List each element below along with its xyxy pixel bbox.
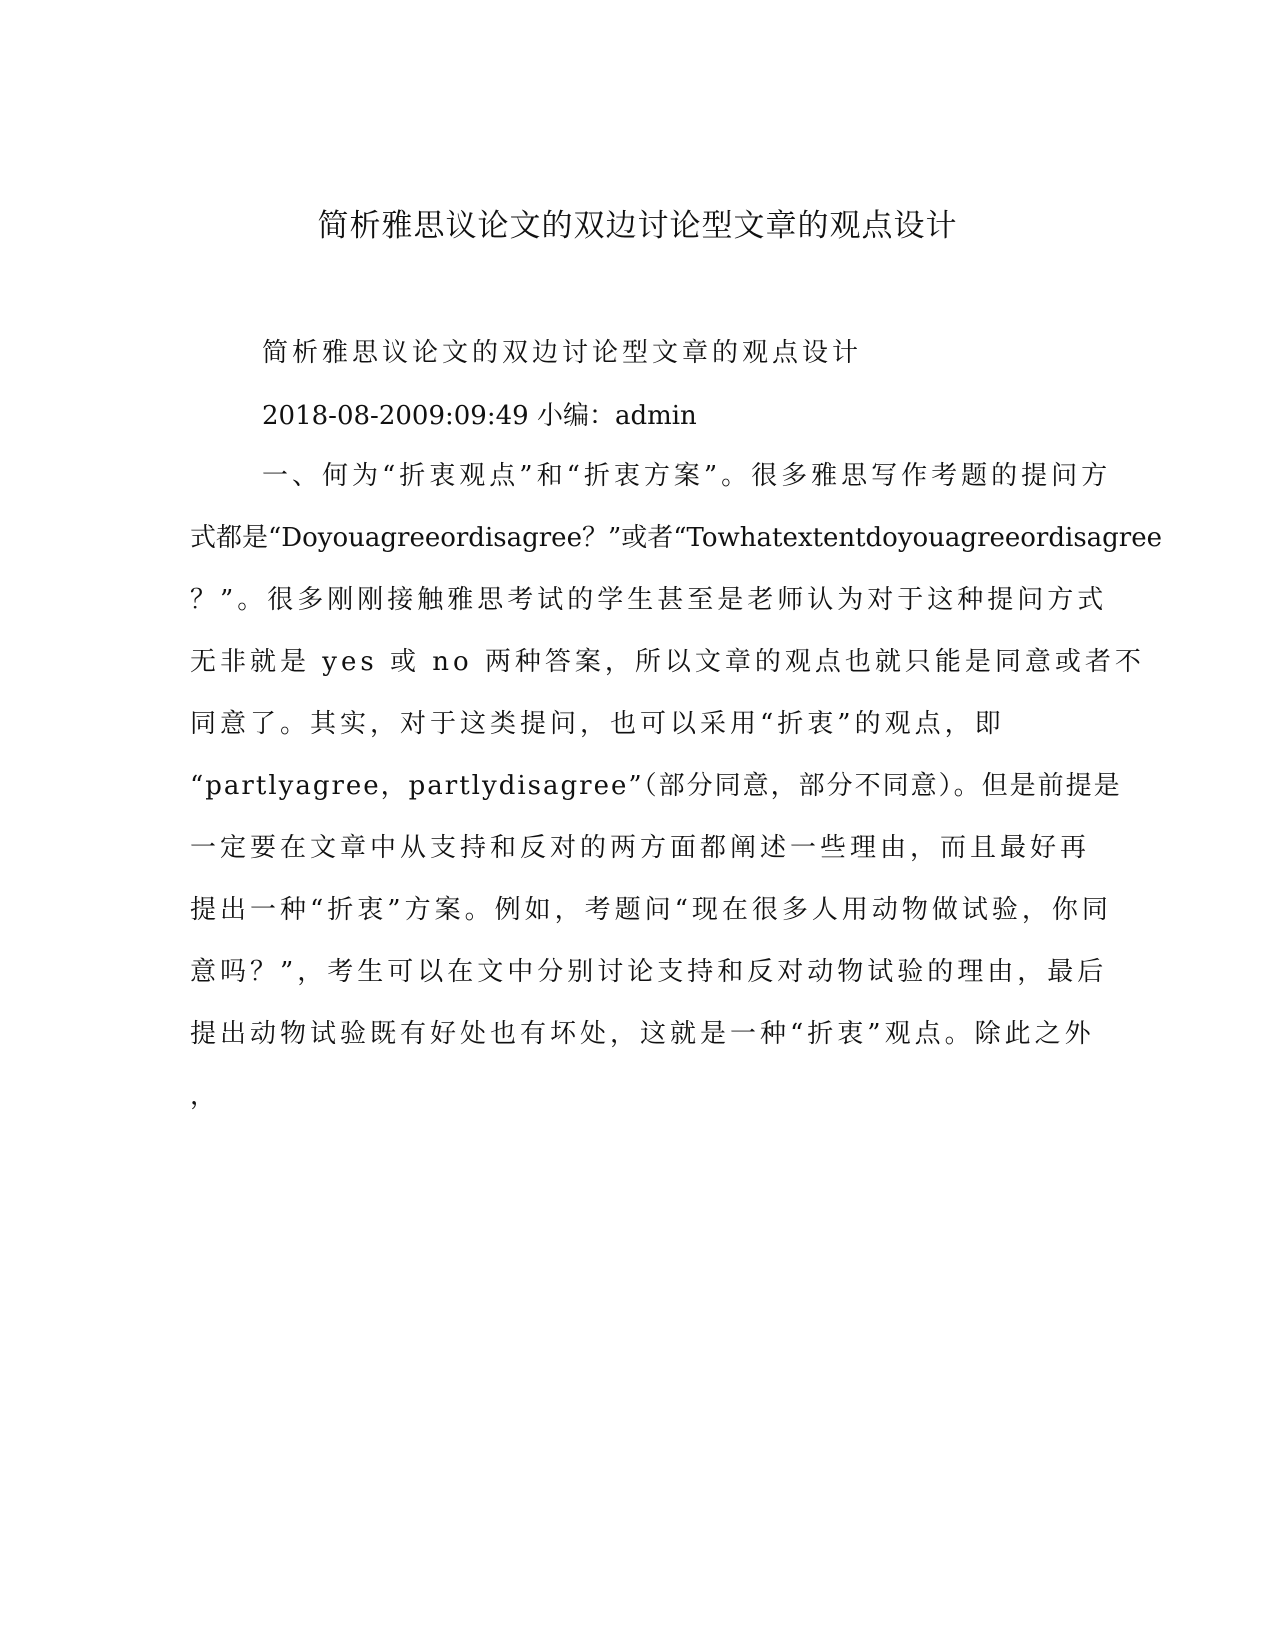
document-subtitle: 简析雅思议论文的双边讨论型文章的观点设计 — [262, 338, 863, 368]
paragraph-line: ？”。很多刚刚接触雅思考试的学生甚至是老师认为对于这种提问方式 — [190, 585, 1108, 615]
paragraph-line: “partlyagree，partlydisagree”（部分同意，部分不同意）。但是前提是 — [190, 771, 1122, 801]
paragraph-line: 无非就是 yes 或 no 两种答案，所以文章的观点也就只能是同意或者不 — [190, 647, 1145, 677]
paragraph-line: 一定要在文章中从支持和反对的两方面都阐述一些理由，而且最好再 — [190, 833, 1091, 863]
paragraph-line: 意吗？”，考生可以在文中分别讨论支持和反对动物试验的理由，最后 — [190, 957, 1108, 987]
paragraph-line: 提出动物试验既有好处也有坏处，这就是一种“折衷”观点。除此之外 — [190, 1019, 1095, 1049]
document-meta: 2018-08-2009:09:49 小编：admin — [262, 401, 697, 431]
paragraph-line: 同意了。其实，对于这类提问，也可以采用“折衷”的观点，即 — [190, 709, 1005, 739]
paragraph-line: 提出一种“折衷”方案。例如，考题问“现在很多人用动物做试验，你同 — [190, 895, 1112, 925]
paragraph-line: 式都是“Doyouagreeordisagree？”或者“Towhatextentdoyouagreeordisagree — [190, 523, 1163, 553]
paragraph-line: 一、何为“折衷观点”和“折衷方案”。很多雅思写作考题的提问方 — [262, 461, 1112, 491]
document-title: 简析雅思议论文的双边讨论型文章的观点设计 — [317, 208, 958, 244]
paragraph-line: ， — [190, 1081, 221, 1111]
